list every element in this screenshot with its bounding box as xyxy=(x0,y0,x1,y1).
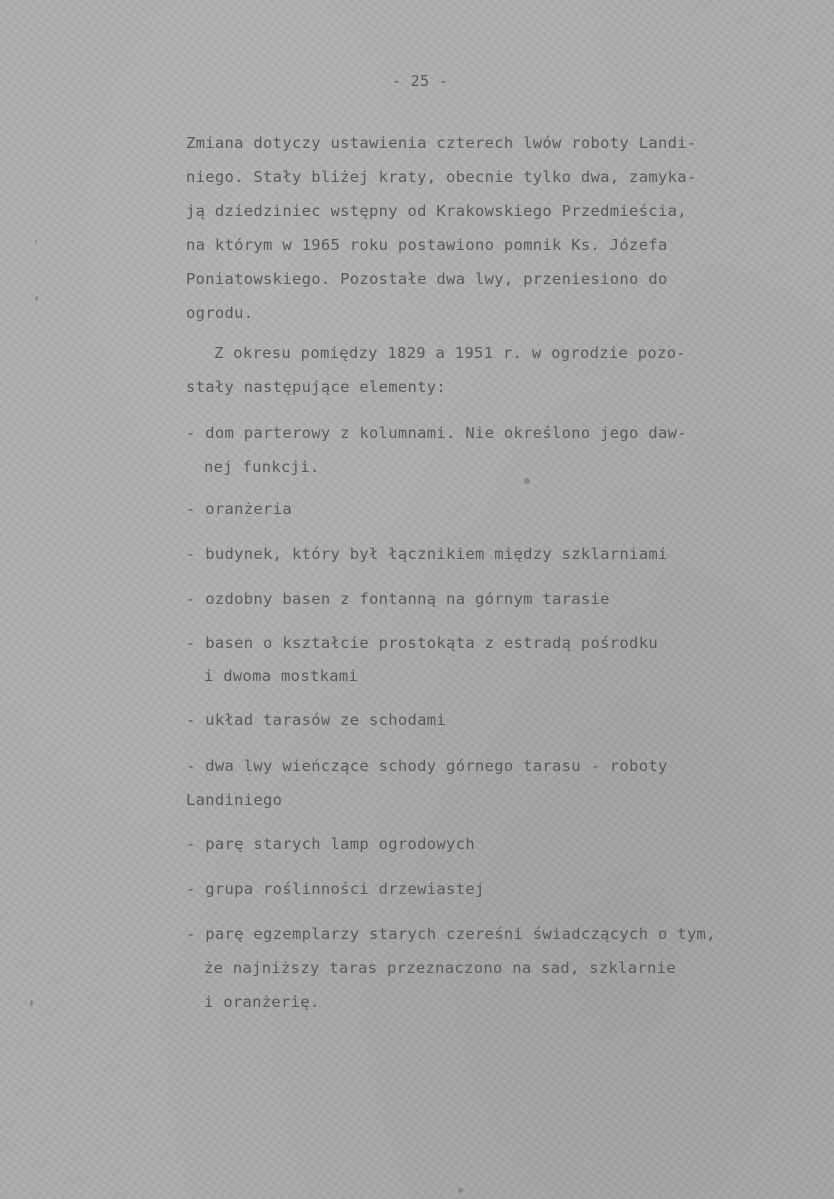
paper-speck xyxy=(30,1000,33,1006)
paragraph-1-line-1: Zmiana dotyczy ustawienia czterech lwów roboty Landi- xyxy=(186,134,697,152)
list-item-9: - grupa roślinności drzewiastej xyxy=(186,880,485,898)
paragraph-1-line-5: Poniatowskiego. Pozostałe dwa lwy, przeniesiono do xyxy=(186,270,668,288)
list-item-10-line-1: - parę egzemplarzy starych czereśni świadczących o tym, xyxy=(186,925,716,943)
paper-speck xyxy=(35,240,37,243)
list-item-10-line-3: i oranżerię. xyxy=(204,993,320,1011)
list-item-7-line-2: Landiniego xyxy=(186,791,283,809)
paragraph-1-line-4: na którym w 1965 roku postawiono pomnik Ks. Józefa xyxy=(186,236,668,254)
list-item-4: - ozdobny basen z fontanną na górnym tarasie xyxy=(186,590,610,608)
paragraph-1-line-3: ją dziedziniec wstępny od Krakowskiego Przedmieścia, xyxy=(186,202,687,220)
paper-speck xyxy=(35,296,38,301)
list-item-8: - parę starych lamp ogrodowych xyxy=(186,835,475,853)
list-item-1-line-2: nej funkcji. xyxy=(204,458,320,476)
paper-speck xyxy=(524,478,530,484)
paragraph-2-line-2: stały następujące elementy: xyxy=(186,378,447,396)
page-number: - 25 - xyxy=(392,72,448,90)
list-item-5-line-1: - basen o kształcie prostokąta z estradą pośrodku xyxy=(186,634,658,652)
list-item-2: - oranżeria xyxy=(186,500,292,518)
list-item-5-line-2: i dwoma mostkami xyxy=(204,667,359,685)
list-item-3: - budynek, który był łącznikiem między szklarniami xyxy=(186,545,668,563)
paragraph-2-line-1: Z okresu pomiędzy 1829 a 1951 r. w ogrodzie pozo- xyxy=(214,344,686,362)
list-item-6: - układ tarasów ze schodami xyxy=(186,711,447,729)
list-item-1-line-1: - dom parterowy z kolumnami. Nie określono jego daw- xyxy=(186,424,687,442)
list-item-7-line-1: - dwa lwy wieńczące schody górnego tarasu - roboty xyxy=(186,757,668,775)
paper-speck xyxy=(458,1188,463,1193)
list-item-10-line-2: że najniższy taras przeznaczono na sad, szklarnie xyxy=(204,959,676,977)
paragraph-1-line-2: niego. Stały bliżej kraty, obecnie tylko dwa, zamyka- xyxy=(186,168,697,186)
paragraph-1-line-6: ogrodu. xyxy=(186,304,254,322)
